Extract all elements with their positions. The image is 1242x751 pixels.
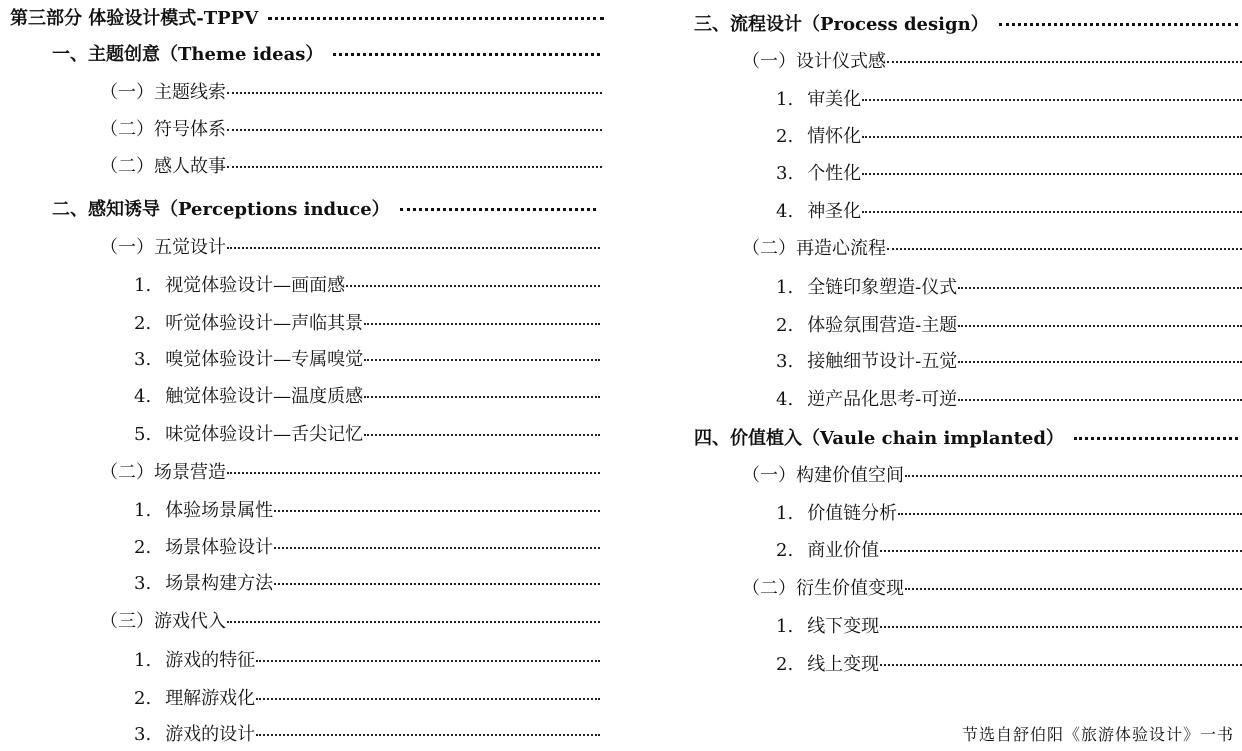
item-number: 4.	[776, 201, 794, 222]
toc-item[interactable]	[134, 423, 600, 447]
dot-leader	[227, 621, 600, 623]
dot-leader	[364, 396, 600, 398]
entry-text: 价值链分析	[807, 503, 898, 524]
entry-text: 理解游戏化	[165, 688, 256, 709]
toc-item[interactable]	[134, 274, 600, 298]
entry-text: （一）构建价值空间	[742, 465, 904, 486]
dot-leader	[364, 434, 600, 436]
entry-text: （二）场景营造	[100, 462, 226, 483]
dot-leader	[887, 61, 1242, 63]
toc-item[interactable]	[776, 350, 1242, 374]
dot-leader	[862, 173, 1242, 175]
toc-item[interactable]	[776, 653, 1242, 677]
toc-subsection[interactable]	[100, 610, 600, 634]
entry-text: （二）感人故事	[100, 156, 226, 177]
dot-leader	[256, 660, 600, 662]
dot-leader	[274, 583, 600, 585]
item-number: 3.	[134, 349, 152, 370]
dot-leader	[333, 53, 600, 56]
entry-text: 游戏的特征	[165, 650, 256, 671]
entry-text: 商业价值	[807, 540, 880, 561]
entry-text: （一）五觉设计	[100, 237, 226, 258]
toc-subsection[interactable]	[100, 155, 602, 179]
toc-item[interactable]	[776, 502, 1242, 526]
dot-leader	[256, 698, 600, 700]
dot-leader	[256, 734, 600, 736]
entry-text: 游戏的设计	[165, 724, 256, 745]
item-number: 2.	[776, 540, 794, 561]
item-number: 5.	[134, 424, 152, 445]
entry-text: 体验场景属性	[165, 500, 274, 521]
entry-text: 一、主题创意（Theme ideas）	[52, 44, 324, 65]
dot-leader	[274, 547, 600, 549]
dot-leader	[999, 23, 1238, 26]
item-number: 1.	[134, 650, 152, 671]
toc-part-title[interactable]	[10, 7, 604, 31]
dot-leader	[862, 99, 1242, 101]
item-number: 2.	[134, 688, 152, 709]
dot-leader	[227, 166, 602, 168]
dot-leader	[862, 136, 1242, 138]
dot-leader	[227, 247, 600, 249]
dot-leader	[905, 475, 1242, 477]
toc-item[interactable]	[776, 200, 1242, 224]
item-number: 3.	[134, 573, 152, 594]
toc-item[interactable]	[776, 615, 1242, 639]
entry-text: 线上变现	[807, 654, 880, 675]
entry-text: 接触细节设计-五觉	[807, 351, 958, 372]
dot-leader	[227, 472, 600, 474]
dot-leader	[274, 510, 600, 512]
entry-text: （一）主题线索	[100, 82, 226, 103]
toc-subsection[interactable]	[742, 577, 1242, 601]
dot-leader	[268, 17, 604, 20]
dot-leader	[1074, 437, 1238, 440]
toc-item[interactable]	[776, 539, 1242, 563]
toc-subsection[interactable]	[100, 118, 602, 142]
dot-leader	[887, 248, 1242, 250]
entry-text: （一）设计仪式感	[742, 51, 886, 72]
toc-section-3[interactable]	[694, 13, 1238, 37]
toc-subsection[interactable]	[100, 236, 600, 260]
item-number: 1.	[776, 89, 794, 110]
entry-text: 第三部分 体验设计模式-TPPV	[10, 8, 259, 29]
toc-subsection[interactable]	[100, 461, 600, 485]
entry-text: 神圣化	[807, 201, 862, 222]
item-number: 1.	[776, 277, 794, 298]
entry-text: 场景构建方法	[165, 573, 274, 594]
toc-item[interactable]	[134, 348, 600, 372]
dot-leader	[898, 513, 1242, 515]
item-number: 2.	[134, 313, 152, 334]
item-number: 1.	[776, 616, 794, 637]
item-number: 2.	[776, 654, 794, 675]
dot-leader	[880, 550, 1242, 552]
entry-text: 二、感知诱导（Perceptions induce）	[52, 199, 390, 220]
dot-leader	[958, 399, 1242, 401]
entry-text: 三、流程设计（Process design）	[694, 14, 989, 35]
toc-item[interactable]	[776, 162, 1242, 186]
entry-text: 审美化	[807, 89, 862, 110]
entry-text: 味觉体验设计—舌尖记忆	[165, 424, 364, 445]
toc-item[interactable]	[134, 572, 600, 596]
dot-leader	[227, 92, 602, 94]
entry-text: 全链印象塑造-仪式	[807, 277, 958, 298]
entry-text: 情怀化	[807, 126, 862, 147]
entry-text: 视觉体验设计—画面感	[165, 275, 346, 296]
item-number: 2.	[776, 126, 794, 147]
toc-item[interactable]	[134, 385, 600, 409]
entry-text: 听觉体验设计—声临其景	[165, 313, 364, 334]
item-number: 2.	[134, 537, 152, 558]
dot-leader	[958, 325, 1242, 327]
toc-item[interactable]	[134, 649, 600, 673]
item-number: 2.	[776, 315, 794, 336]
item-number: 4.	[776, 389, 794, 410]
source-credit: 节选自舒伯阳《旅游体验设计》一书	[961, 725, 1234, 744]
toc-item[interactable]	[134, 723, 600, 747]
dot-leader	[346, 285, 600, 287]
entry-text: （三）游戏代入	[100, 611, 226, 632]
dot-leader	[364, 323, 600, 325]
toc-item[interactable]	[776, 314, 1242, 338]
entry-text: 体验氛围营造-主题	[807, 315, 958, 336]
dot-leader	[880, 664, 1242, 666]
toc-item[interactable]	[134, 499, 600, 523]
item-number: 3.	[134, 724, 152, 745]
entry-text: 四、价值植入（Vaule chain implanted）	[694, 428, 1064, 449]
entry-text: 触觉体验设计—温度质感	[165, 386, 364, 407]
dot-leader	[862, 211, 1242, 213]
entry-text: 个性化	[807, 163, 862, 184]
dot-leader	[958, 361, 1242, 363]
entry-text: 场景体验设计	[165, 537, 274, 558]
toc-item[interactable]	[776, 388, 1242, 412]
entry-text: 线下变现	[807, 616, 880, 637]
item-number: 1.	[776, 503, 794, 524]
toc-item[interactable]	[134, 536, 600, 560]
dot-leader	[905, 588, 1242, 590]
toc-item[interactable]	[776, 125, 1242, 149]
entry-text: （二）再造心流程	[742, 238, 886, 259]
dot-leader	[880, 626, 1242, 628]
dot-leader	[958, 287, 1242, 289]
toc-subsection[interactable]	[742, 237, 1242, 261]
toc-subsection[interactable]	[100, 81, 602, 105]
toc-section-2[interactable]	[52, 198, 596, 222]
item-number: 4.	[134, 386, 152, 407]
toc-item[interactable]	[776, 276, 1242, 300]
toc-item[interactable]	[134, 312, 600, 336]
entry-text: 嗅觉体验设计—专属嗅觉	[165, 349, 364, 370]
entry-text: （二）符号体系	[100, 119, 226, 140]
toc-section-4[interactable]	[694, 427, 1238, 451]
toc-section-1[interactable]	[52, 43, 600, 67]
dot-leader	[400, 208, 596, 211]
item-number: 3.	[776, 351, 794, 372]
entry-text: 逆产品化思考-可逆	[807, 389, 958, 410]
toc-subsection[interactable]	[742, 464, 1242, 488]
item-number: 1.	[134, 500, 152, 521]
toc-item[interactable]	[134, 687, 600, 711]
item-number: 3.	[776, 163, 794, 184]
dot-leader	[364, 359, 600, 361]
toc-item[interactable]	[776, 88, 1242, 112]
item-number: 1.	[134, 275, 152, 296]
entry-text: （二）衍生价值变现	[742, 578, 904, 599]
dot-leader	[227, 129, 602, 131]
toc-subsection[interactable]	[742, 50, 1242, 74]
